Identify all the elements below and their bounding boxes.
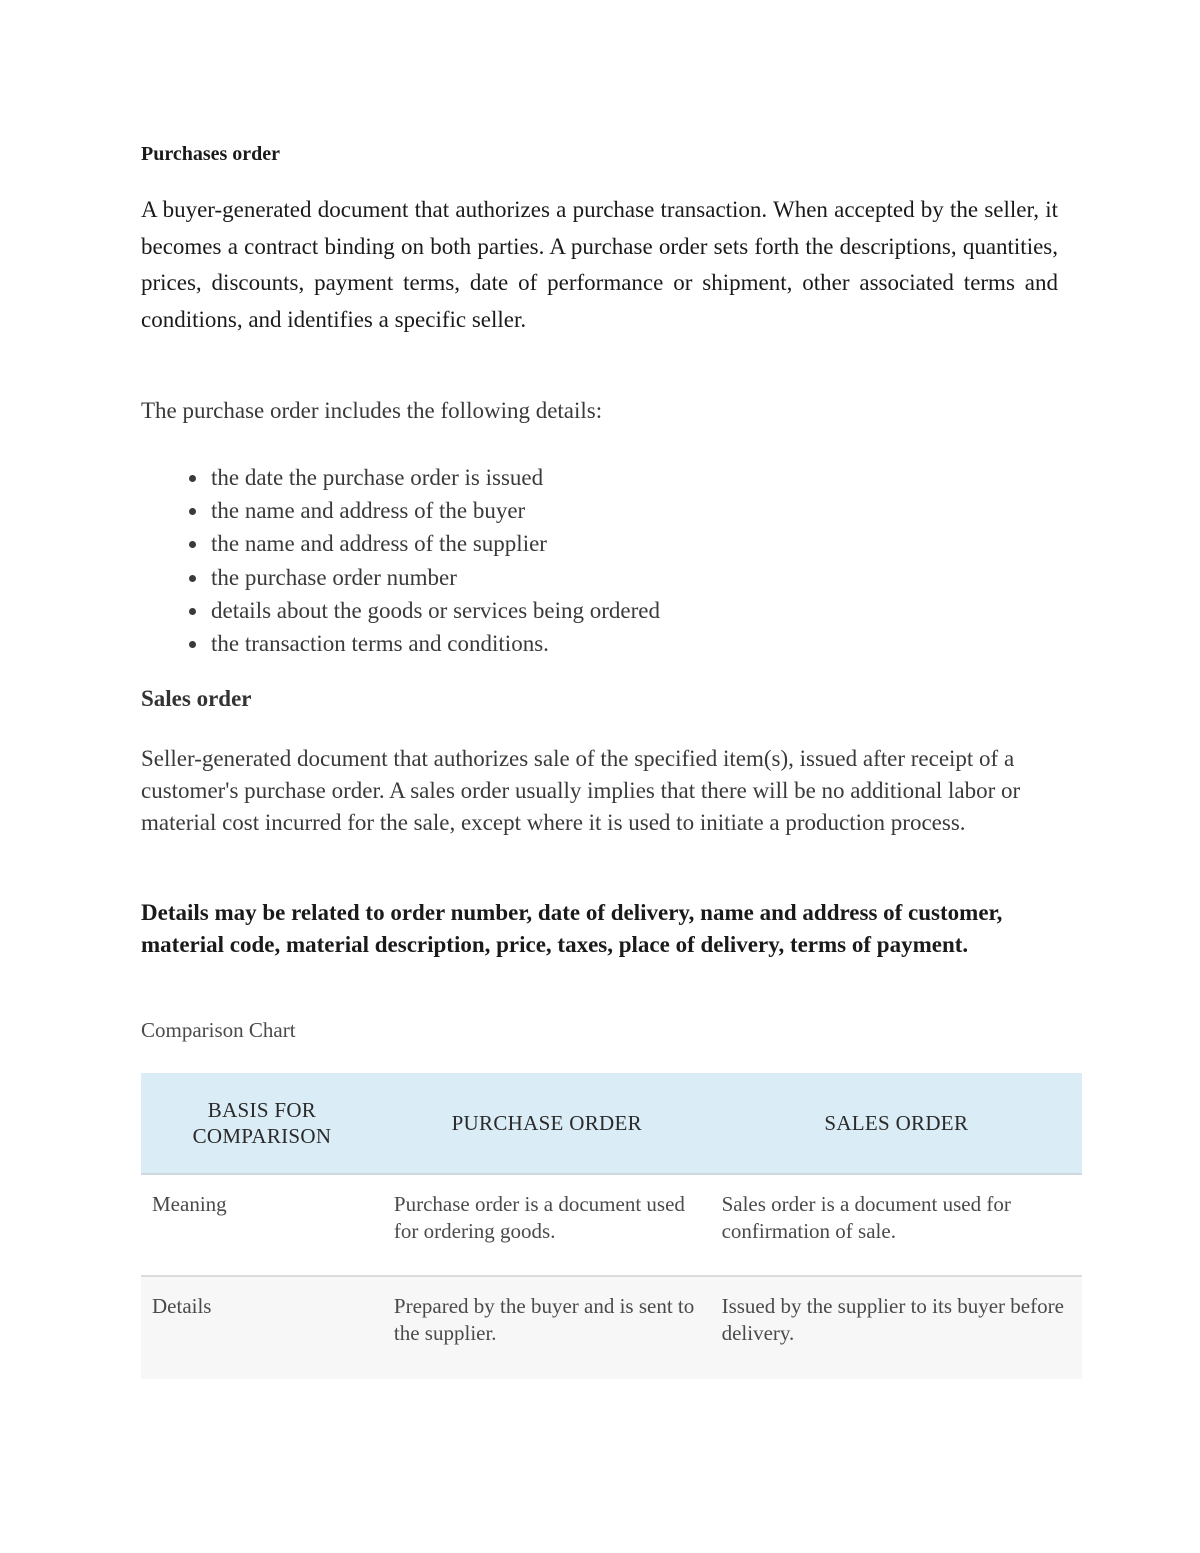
comparison-table xyxy=(141,1073,1082,1379)
header-sales-order: SALES ORDER xyxy=(711,1073,1082,1174)
cell-basis: Details xyxy=(141,1276,383,1379)
purchase-order-details-list xyxy=(141,461,660,660)
table-row xyxy=(141,1174,1082,1276)
purchase-order-heading: Purchases order xyxy=(141,143,281,165)
comparison-chart-caption: Comparison Chart xyxy=(141,1018,296,1042)
list-item: the name and address of the supplier xyxy=(211,527,660,560)
sales-order-details-note: Details may be related to order number, date of delivery, name and address of customer, material code, material description, price, taxes, place of delivery, terms of payment. xyxy=(141,900,1003,957)
sales-order-definition: Seller-generated document that authorizes sale of the specified item(s), issued after receipt of a customer's purchase order. A sales order usually implies that there will be no additional labor or material cost incurred for the sale, except where it is used to initiate a production process. xyxy=(141,746,1021,835)
header-basis: BASIS FOR COMPARISON xyxy=(141,1073,383,1174)
table-header-row xyxy=(141,1073,1082,1174)
purchase-order-list-intro: The purchase order includes the following details: xyxy=(141,398,603,423)
list-item: the purchase order number xyxy=(211,561,660,594)
header-purchase-order: PURCHASE ORDER xyxy=(383,1073,711,1174)
cell-sales: Issued by the supplier to its buyer before delivery. xyxy=(711,1276,1082,1379)
table-row xyxy=(141,1276,1082,1379)
list-item: details about the goods or services being ordered xyxy=(211,594,660,627)
sales-order-heading: Sales order xyxy=(141,686,252,711)
list-item: the name and address of the buyer xyxy=(211,494,660,527)
cell-purchase: Purchase order is a document used for ordering goods. xyxy=(383,1174,711,1276)
cell-basis: Meaning xyxy=(141,1174,383,1276)
list-item: the transaction terms and conditions. xyxy=(211,627,660,660)
list-item: the date the purchase order is issued xyxy=(211,461,660,494)
cell-purchase: Prepared by the buyer and is sent to the supplier. xyxy=(383,1276,711,1379)
purchase-order-definition: A buyer-generated document that authorizes a purchase transaction. When accepted by the seller, it becomes a contract binding on both parties. A purchase order sets forth the descriptions, quantities, prices, discounts, payment terms, date of performance or shipment, other associated terms and conditions, and identifies a specific seller. xyxy=(141,197,1058,332)
cell-sales: Sales order is a document used for confirmation of sale. xyxy=(711,1174,1082,1276)
